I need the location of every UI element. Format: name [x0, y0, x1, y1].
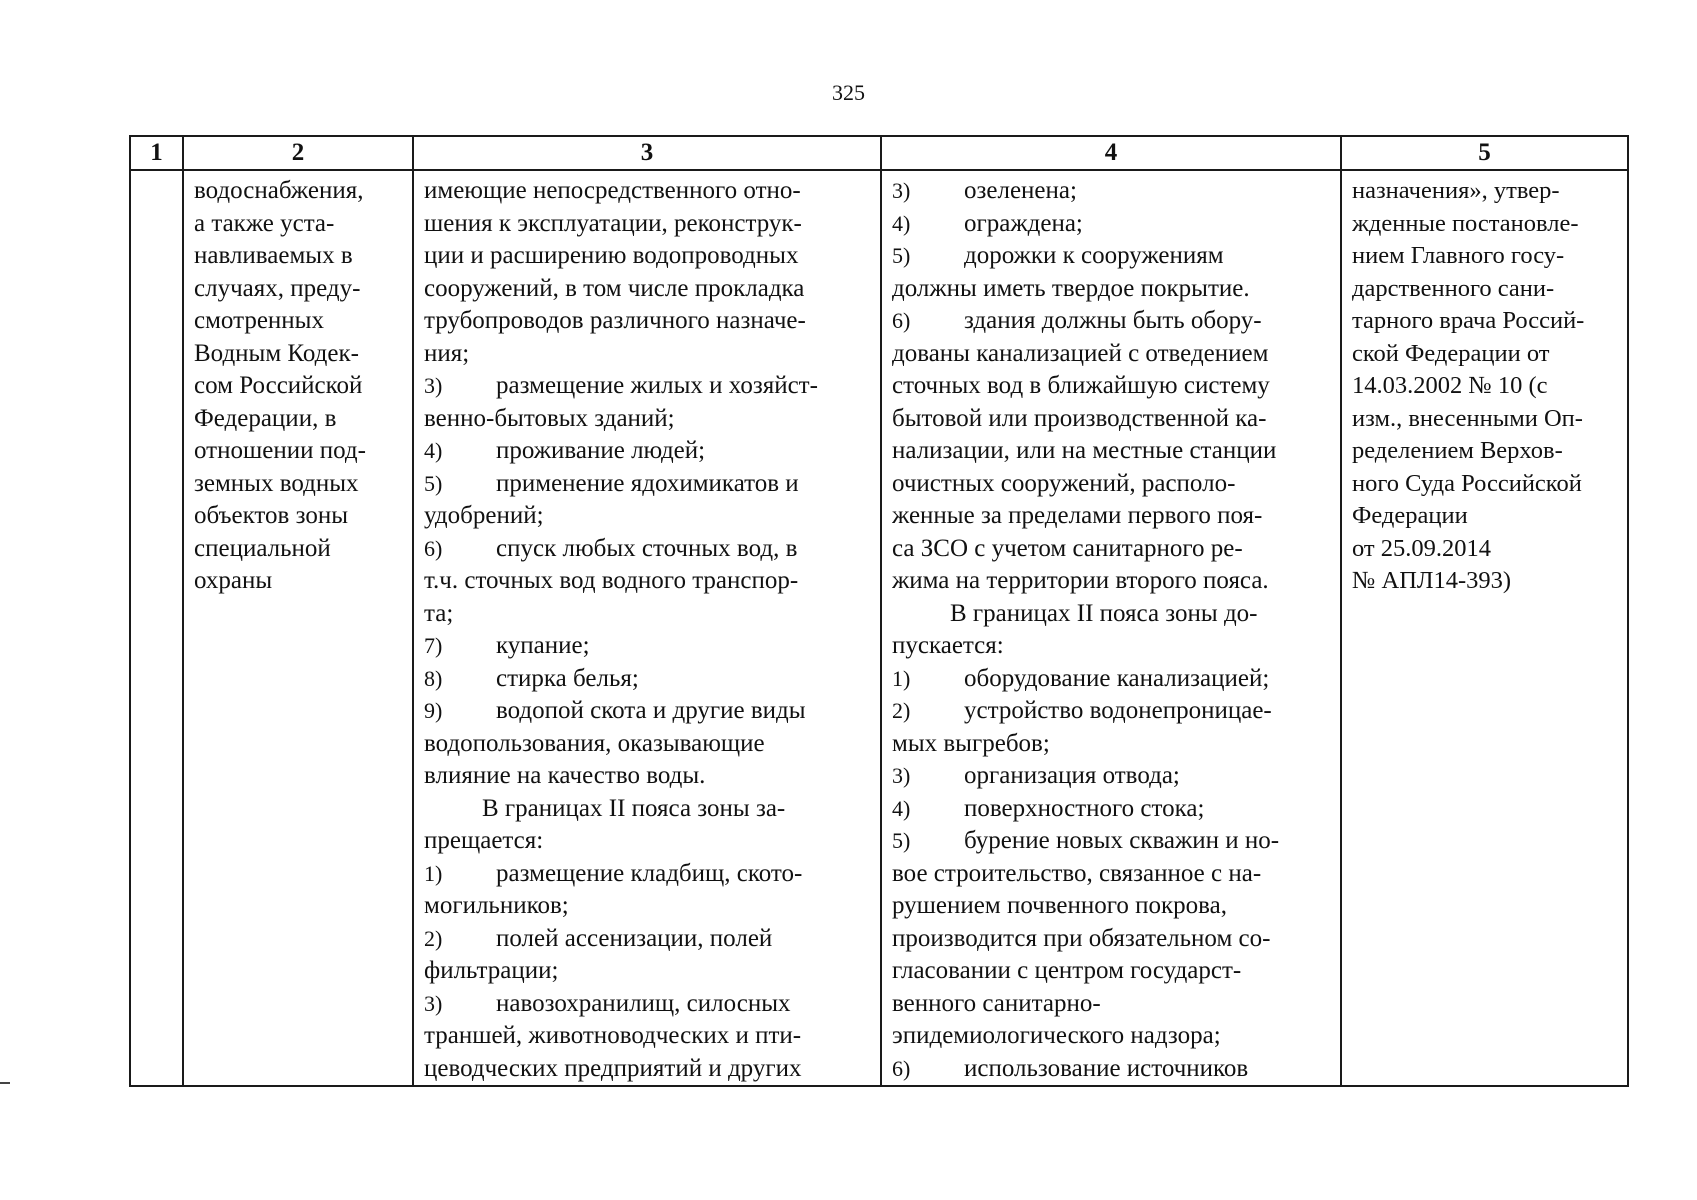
text-line — [424, 500, 872, 533]
text-line — [424, 565, 872, 598]
text-line — [424, 955, 872, 988]
text-line — [892, 338, 1332, 371]
item-text: размещение жилых и хозяйст- — [496, 372, 818, 399]
text-line — [424, 403, 872, 436]
regulation-table — [129, 135, 1629, 1087]
item-number: 5) — [892, 243, 911, 268]
text-line — [424, 793, 872, 826]
item-number: 3) — [424, 373, 443, 398]
text-line — [892, 500, 1332, 533]
text-line — [424, 240, 872, 273]
item-number: 2) — [424, 925, 443, 951]
item-text: влияние на качество воды. — [424, 762, 706, 789]
text-line: специальной — [194, 534, 331, 562]
text-line: № АПЛ14-393) — [1352, 567, 1512, 594]
item-text: жима на территории второго пояса. — [892, 567, 1269, 594]
item-text: сооружений, в том числе прокладка — [424, 274, 805, 302]
list-item — [892, 793, 1332, 826]
list-item — [424, 435, 872, 468]
list-item — [892, 305, 1332, 338]
list-item — [892, 663, 1332, 696]
text-line — [892, 435, 1332, 468]
item-number: 3) — [892, 763, 911, 788]
text-line — [892, 1020, 1332, 1053]
text-line: жденные постановле- — [1352, 209, 1579, 237]
item-text: производится при обязательном со- — [892, 924, 1271, 952]
item-text: устройство водонепроницае- — [964, 697, 1272, 724]
item-text: имеющие непосредственного отно- — [424, 177, 801, 204]
text-line: ской Федерации от — [1352, 339, 1550, 367]
item-text: удобрений; — [424, 502, 544, 529]
item-number: 3) — [892, 178, 911, 203]
item-number: 1) — [892, 665, 911, 691]
item-text: здания должны быть обору- — [964, 307, 1262, 334]
item-text: бытовой или производственной ка- — [892, 404, 1267, 432]
text-line — [424, 1053, 872, 1086]
text-line — [424, 728, 872, 761]
header-col-5: 5 — [1341, 136, 1628, 170]
item-text: женные за пределами первого поя- — [892, 502, 1263, 529]
item-text: очистных сооружений, располо- — [892, 469, 1236, 497]
list-item — [892, 760, 1332, 793]
page-number: 325 — [832, 80, 865, 105]
item-text: нализации, или на местные станции — [892, 437, 1277, 464]
item-text: сточных вод в ближайшую систему — [892, 372, 1270, 399]
item-text: оборудование канализацией; — [964, 664, 1270, 692]
item-text: применение ядохимикатов и — [496, 469, 799, 497]
item-text: т.ч. сточных вод водного транспор- — [424, 567, 799, 594]
text-line — [424, 208, 872, 241]
text-line: дарственного сани- — [1352, 274, 1555, 302]
item-text: В границах II пояса зоны за- — [482, 794, 786, 822]
list-item — [424, 468, 872, 501]
item-text: проживание людей; — [496, 437, 706, 464]
item-text: ния; — [424, 339, 470, 367]
text-line — [892, 370, 1332, 403]
text-line: ределением Верхов- — [1352, 437, 1563, 464]
list-item — [892, 825, 1332, 858]
text-line — [424, 890, 872, 923]
item-text: шения к эксплуатации, реконструк- — [424, 209, 802, 237]
list-item — [424, 988, 872, 1021]
item-number: 4) — [892, 210, 911, 236]
header-col-3: 3 — [413, 136, 881, 170]
text-line: водоснабжения, — [194, 177, 364, 204]
cell-col-1 — [130, 170, 183, 1086]
text-line — [892, 728, 1332, 761]
text-line: Водным Кодек- — [194, 339, 359, 367]
item-number: 9) — [424, 698, 443, 723]
item-text: навозохранилищ, силосных — [496, 989, 791, 1017]
text-line — [892, 403, 1332, 436]
item-text: озеленена; — [964, 177, 1077, 204]
text-line — [892, 890, 1332, 923]
item-text: стирка белья; — [496, 664, 639, 692]
cell-col-4 — [881, 170, 1341, 1086]
item-text: венного санитарно- — [892, 989, 1101, 1017]
text-line: тарного врача Россий- — [1352, 307, 1585, 334]
text-line — [892, 630, 1332, 663]
list-item — [892, 695, 1332, 728]
item-number: 5) — [892, 828, 911, 853]
list-item — [892, 208, 1332, 241]
item-text: прещается: — [424, 827, 544, 854]
item-text: использование источников — [964, 1054, 1249, 1082]
item-text: та; — [424, 599, 454, 627]
item-number: 2) — [892, 698, 911, 723]
cell-col-2 — [183, 170, 413, 1086]
item-text: поверхностного стока; — [964, 794, 1205, 822]
list-item — [892, 175, 1332, 208]
text-line — [892, 273, 1332, 306]
text-line — [892, 955, 1332, 988]
text-line: изм., внесенными Оп- — [1352, 404, 1583, 432]
text-line — [424, 338, 872, 371]
item-text: трубопроводов различного назначе- — [424, 307, 806, 334]
text-line — [424, 1020, 872, 1053]
list-item — [424, 533, 872, 566]
item-number: 1) — [424, 860, 443, 886]
list-item — [424, 923, 872, 956]
item-text: эпидемиологического надзора; — [892, 1022, 1221, 1049]
text-line: навливаемых в — [194, 242, 353, 269]
item-text: размещение кладбищ, ското- — [496, 859, 803, 887]
text-line — [892, 565, 1332, 598]
text-line — [424, 273, 872, 306]
table-row — [130, 170, 1628, 1086]
list-item — [424, 695, 872, 728]
text-line: а также уста- — [194, 209, 335, 237]
text-line — [892, 923, 1332, 956]
item-text: организация отвода; — [964, 762, 1180, 789]
item-number: 6) — [892, 1055, 911, 1081]
item-text: бурение новых скважин и но- — [964, 827, 1280, 854]
text-line: отношении под- — [194, 437, 366, 464]
text-line: земных водных — [194, 469, 359, 497]
text-line: назначения», утвер- — [1352, 177, 1560, 204]
list-item — [424, 663, 872, 696]
header-col-4: 4 — [881, 136, 1341, 170]
list-item — [424, 370, 872, 403]
text-line — [892, 468, 1332, 501]
item-text: В границах II пояса зоны до- — [950, 599, 1258, 627]
item-text: венно-бытовых зданий; — [424, 404, 675, 432]
item-text: ции и расширению водопроводных — [424, 242, 799, 269]
item-number: 6) — [892, 308, 911, 333]
item-number: 6) — [424, 535, 443, 561]
text-line: от 25.09.2014 — [1352, 534, 1492, 562]
item-text: цеводческих предприятий и других — [424, 1054, 802, 1082]
text-line: охраны — [194, 567, 273, 594]
item-text: могильников; — [424, 892, 569, 919]
text-line — [892, 533, 1332, 566]
item-text: траншей, животноводческих и пти- — [424, 1022, 802, 1049]
list-item — [424, 858, 872, 891]
text-line — [424, 825, 872, 858]
text-line — [424, 598, 872, 631]
item-text: водопой скота и другие виды — [496, 697, 806, 724]
item-text: спуск любых сточных вод, в — [496, 534, 798, 562]
text-line: нием Главного госу- — [1352, 242, 1565, 269]
item-text: дованы канализацией с отведением — [892, 339, 1269, 367]
item-number: 7) — [424, 633, 443, 658]
item-text: купание; — [496, 632, 590, 659]
text-line — [892, 858, 1332, 891]
cell-col-3 — [413, 170, 881, 1086]
item-number: 3) — [424, 990, 443, 1016]
text-line — [424, 305, 872, 338]
item-number: 8) — [424, 665, 443, 691]
list-item — [892, 240, 1332, 273]
item-text: са ЗСО с учетом санитарного ре- — [892, 534, 1243, 562]
text-line: объектов зоны — [194, 502, 348, 529]
item-text: должны иметь твердое покрытие. — [892, 274, 1250, 302]
item-text: полей ассенизации, полей — [496, 924, 773, 952]
list-item — [424, 630, 872, 663]
item-text: пускается: — [892, 632, 1004, 659]
item-number: 5) — [424, 470, 443, 496]
item-number: 4) — [892, 795, 911, 821]
text-line: ного Суда Российской — [1352, 469, 1582, 497]
item-text: гласовании с центром государст- — [892, 957, 1242, 984]
text-line — [424, 175, 872, 208]
item-number: 4) — [424, 438, 443, 463]
item-text: вое строительство, связанное с на- — [892, 859, 1262, 887]
text-line — [424, 760, 872, 793]
text-line: случаях, преду- — [194, 274, 361, 302]
list-item — [892, 1053, 1332, 1086]
text-line: Федерации — [1352, 502, 1468, 529]
cell-col-5 — [1341, 170, 1628, 1086]
text-line: смотренных — [194, 307, 324, 334]
header-col-2: 2 — [183, 136, 413, 170]
item-text: мых выгребов; — [892, 729, 1050, 757]
scan-edge-mark — [0, 1082, 10, 1084]
item-text: фильтрации; — [424, 957, 559, 984]
item-text: водопользования, оказывающие — [424, 729, 765, 757]
item-text: дорожки к сооружениям — [964, 242, 1224, 269]
text-line: 14.03.2002 № 10 (с — [1352, 372, 1548, 399]
text-line: Федерации, в — [194, 404, 337, 432]
text-line — [892, 598, 1332, 631]
item-text: ограждена; — [964, 209, 1083, 237]
item-text: рушением почвенного покрова, — [892, 892, 1227, 919]
text-line: сом Российской — [194, 372, 363, 399]
header-col-1: 1 — [130, 136, 183, 170]
text-line — [892, 988, 1332, 1021]
header-row — [130, 136, 1628, 170]
